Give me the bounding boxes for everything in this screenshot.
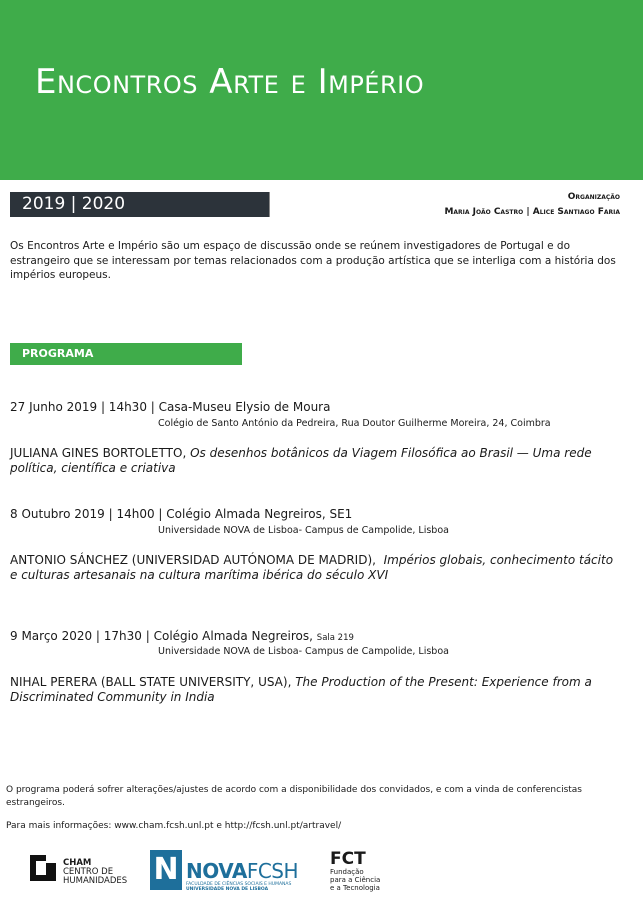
year-label: 2019 | 2020 bbox=[10, 192, 270, 217]
event-3-heading bbox=[10, 629, 354, 643]
changes-note: O programa poderá sofrer alterações/ajustes de acordo com a disponibilidade dos convidados, e com a vinda de conferencistas estrangeiros. bbox=[6, 785, 582, 808]
event-3-talk bbox=[10, 675, 620, 705]
event-2-address: Universidade NOVA de Lisboa- Campus de Campolide, Lisboa bbox=[158, 525, 449, 536]
nova-sub-2: UNIVERSIDADE NOVA DE LISBOA bbox=[186, 887, 269, 892]
event-2-talk bbox=[10, 553, 620, 583]
organization-label: Organização bbox=[567, 192, 620, 202]
event-3-speaker: NIHAL PERERA (BALL STATE UNIVERSITY, USA), bbox=[10, 675, 292, 689]
event-1-date-venue: 27 Junho 2019 | 14h30 | Casa-Museu Elysio de Moura bbox=[10, 400, 331, 414]
event-3-address: Universidade NOVA de Lisboa- Campus de Campolide, Lisboa bbox=[158, 646, 449, 657]
nova-subtitle bbox=[186, 882, 291, 892]
nova-name-light: FCSH bbox=[246, 859, 299, 883]
nova-name-bold: NOVA bbox=[186, 859, 247, 883]
event-2-date-venue: 8 Outubro 2019 | 14h00 | Colégio Almada Negreiros, SE1 bbox=[10, 507, 353, 521]
page-title: Encontros Arte e Império bbox=[35, 62, 425, 102]
info-note: Para mais informações: www.cham.fcsh.unl.pt e http://fcsh.unl.pt/artravel/ bbox=[6, 821, 342, 831]
fct-sub-3: e a Tecnologia bbox=[330, 884, 380, 892]
event-3-room: Sala 219 bbox=[316, 633, 354, 643]
event-2-speaker: ANTONIO SÁNCHEZ (UNIVERSIDAD AUTÓNOMA DE MADRID), bbox=[10, 553, 376, 567]
fct-sub-2: para a Ciência bbox=[330, 876, 381, 884]
cham-icon bbox=[30, 855, 56, 881]
event-2-title: Impérios globais, conhecimento tácito e culturas artesanais na cultura marítima ibérica do século XVI bbox=[10, 553, 614, 582]
organization-block bbox=[444, 190, 620, 220]
organization-names: Maria João Castro | Alice Santiago Faria bbox=[444, 207, 620, 217]
event-1-talk bbox=[10, 446, 620, 476]
fct-logo bbox=[330, 851, 380, 892]
intro-paragraph: Os Encontros Arte e Império são um espaço de discussão onde se reúnem investigadores de Portugal e do estrangeiro que se interessam por temas relacionados com a produção artística que se interliga com a história dos impérios europeus. bbox=[10, 240, 616, 281]
event-1-address: Colégio de Santo António da Pedreira, Rua Doutor Guilherme Moreira, 24, Coimbra bbox=[158, 418, 551, 429]
event-3-title: The Production of the Present: Experience from a Discriminated Community in India bbox=[10, 675, 592, 704]
nova-sub-1: FACULDADE DE CIÊNCIAS SOCIAIS E HUMANAS bbox=[186, 882, 292, 887]
cham-text bbox=[63, 859, 127, 886]
nova-name bbox=[186, 859, 298, 883]
fct-sub-1: Fundação bbox=[330, 868, 364, 876]
header-banner bbox=[0, 0, 643, 180]
event-1-speaker: JULIANA GINES BORTOLETTO, bbox=[10, 446, 187, 460]
logo-strip bbox=[0, 845, 643, 900]
cham-line-2: CENTRO DE bbox=[63, 867, 114, 877]
event-2-heading bbox=[10, 507, 352, 521]
event-1-heading bbox=[10, 400, 330, 414]
nova-mark-icon: N bbox=[150, 850, 182, 890]
cham-line-1: CHAM bbox=[63, 858, 92, 868]
event-3-date-venue: 9 Março 2020 | 17h30 | Colégio Almada Negreiros, bbox=[10, 629, 313, 643]
cham-line-3: HUMANIDADES bbox=[63, 876, 128, 886]
event-1-title: Os desenhos botânicos da Viagem Filosófica ao Brasil — Uma rede política, científica e criativa bbox=[10, 446, 592, 475]
program-heading: PROGRAMA bbox=[10, 343, 242, 365]
fct-name: FCT bbox=[330, 849, 366, 869]
